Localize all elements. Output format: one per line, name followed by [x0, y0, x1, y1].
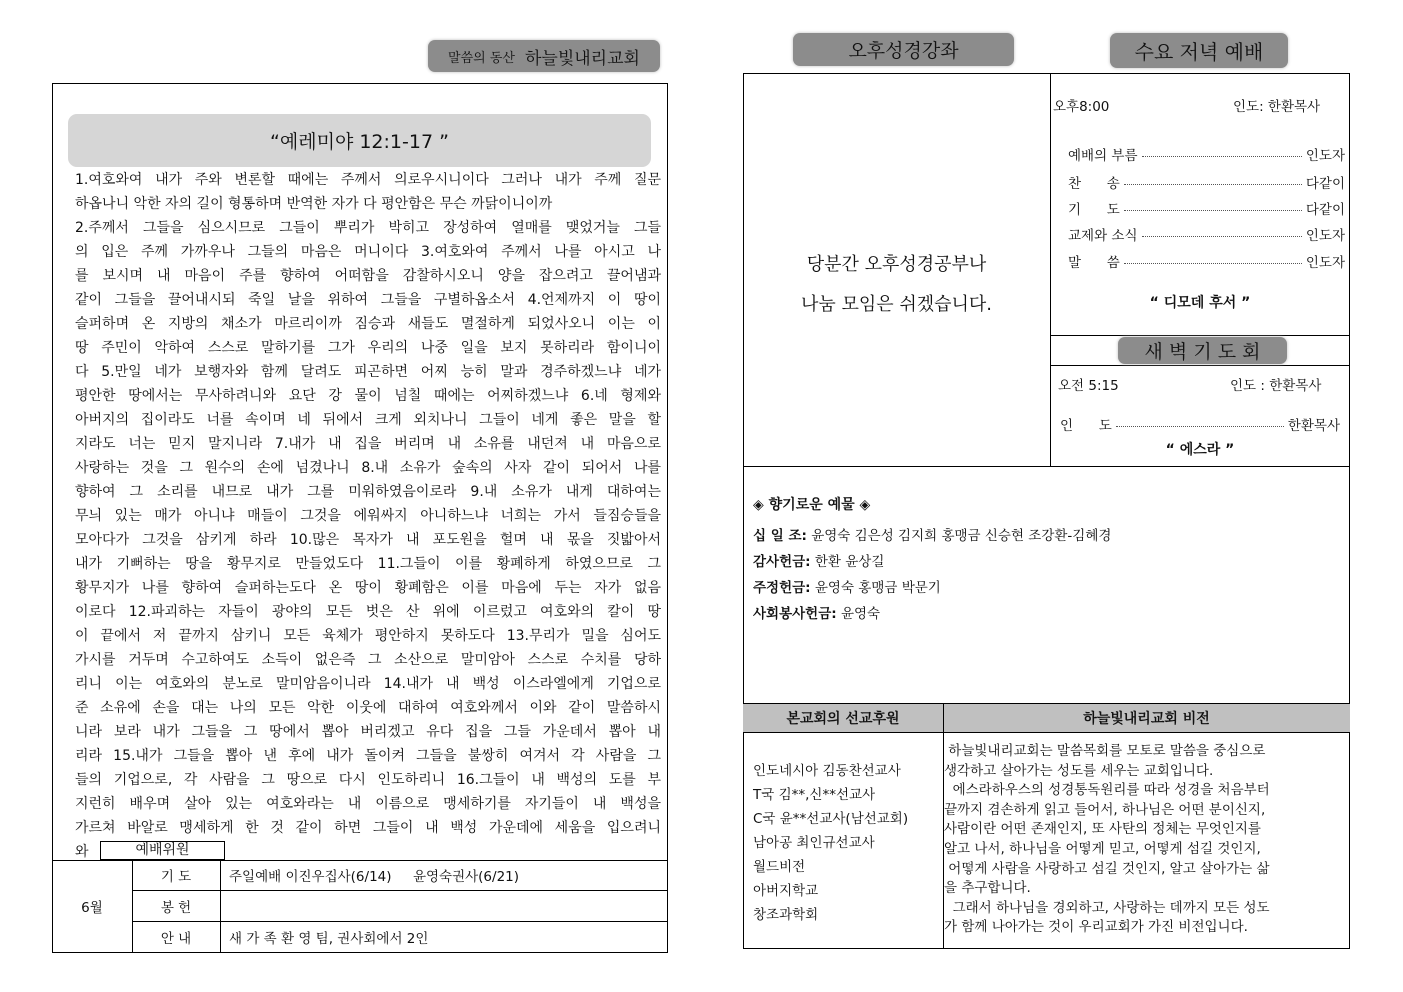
- scripture-line: 지라도 너는 믿지 말지니라 7.내가 내 집을 버리며 내 소유를 내던져 내 마음으로: [75, 436, 661, 452]
- offering-label: 주정헌금:: [753, 580, 811, 596]
- divider: [743, 466, 1350, 467]
- vision-line: 을 추구합니다.: [944, 880, 1031, 897]
- offering-label: 감사헌금:: [753, 554, 811, 570]
- offerings-title: ◈ 향기로운 예물 ◈: [753, 497, 871, 513]
- dot-leader: [1142, 156, 1302, 157]
- afternoon-notice-line2: 나눔 모임은 쉬겠습니다.: [800, 294, 993, 315]
- vision-line: 하늘빛내리교회는 말씀목회를 모토로 말씀을 중심으로: [944, 743, 1266, 759]
- scripture-line: 와: [75, 844, 89, 860]
- vision-line: 사람이란 어떤 존재인지, 또 사탄의 정체는 무엇인지를: [944, 821, 1261, 838]
- scripture-title: “예레미야 12:1-17 ”: [68, 114, 651, 167]
- order-row: [1060, 414, 1340, 434]
- wednesday-book: “ 디모데 후서 ”: [1149, 295, 1251, 311]
- staff-role: 안 내: [160, 930, 192, 947]
- mission-item: C국 윤**선교사(남선교회): [753, 811, 909, 827]
- scripture-line: 이로다 12.파괴하는 자들이 광야의 모든 벗은 산 위에 이르렀고 여호와의 칼이 땅: [75, 604, 661, 620]
- scripture-line: 의 입은 주께 가까우나 그들의 마음은 머니이다 3.여호와여 주께서 나를 아시고 나: [75, 244, 661, 260]
- vision-line: 어떻게 사람을 사랑하고 섬길 것인지, 알고 살아가는 삶: [944, 860, 1270, 877]
- mission-item: 남아공 최인규선교사: [753, 835, 875, 851]
- offering-row: [753, 576, 941, 596]
- offering-row: [753, 524, 1111, 544]
- scripture-line: 1.여호와여 내가 주와 변론할 때에는 주께서 의로우시니이다 그러나 내가 주께 질문: [75, 172, 661, 188]
- divider: [220, 860, 221, 952]
- scripture-line: 들의 기업으로, 각 사람을 그 땅으로 다시 인도하리니 16.그들이 내 백성의 도를 부: [75, 772, 661, 788]
- offering-names: 한환 윤상길: [810, 554, 885, 570]
- order-item: 교제와 소식: [1068, 228, 1138, 244]
- dawn-leader: 인도 : 한환목사: [1230, 378, 1322, 394]
- scripture-line: 무늬 있는 매가 아니냐 매들이 그것을 에워싸지 아니하느냐 너희는 가서 들짐승들을: [75, 508, 661, 524]
- scripture-line: 하옵나니 악한 자의 길이 형통하며 반역한 자가 다 평안함은 무슨 까닭이니이까: [75, 196, 553, 212]
- dawn-prayer-title: 새 벽 기 도 회: [1118, 337, 1287, 364]
- order-who: 다같이: [1305, 202, 1345, 218]
- vision-line: 알고 나서, 하나님을 어떻게 믿고, 어떻게 섬길 것인지,: [944, 841, 1261, 857]
- scripture-line: 내가 기뻐하는 땅을 황무지로 만들었도다 11.그들이 이를 황폐하게 하였으므로 그: [75, 556, 661, 572]
- order-item: 기 도: [1068, 202, 1120, 218]
- scripture-line: 니라 보라 내가 그들을 그 땅에서 뽑아 버리겠고 유다 집을 그들 가운데서 뽑아 내: [75, 724, 661, 740]
- scripture-line: 사랑하는 것을 그 원수의 손에 넘겼나니 8.내 소유가 숲속의 사자 같이 되어서 나를: [75, 460, 661, 476]
- scripture-line: 슬퍼하며 온 지방의 채소가 마르리이까 짐승과 새들도 멸절하게 되었사오니 이는 이: [75, 316, 661, 332]
- scripture-line: 이 끝에서 저 끝까지 삼키니 모든 육체가 평안하지 못하도다 13.무리가 밀을 심어도: [75, 628, 661, 644]
- afternoon-study-title: 오후성경강좌: [793, 33, 1014, 66]
- scripture-line: 준 소유에 손을 대는 나의 모든 악한 이웃에 대하여 여호와께서 이와 같이 말씀하시: [75, 700, 661, 716]
- scripture-line: 다 5.만일 네가 보행자와 함께 달려도 피곤하면 어찌 능히 말과 경주하겠느냐 네가: [75, 364, 661, 380]
- offering-label: 십 일 조:: [753, 528, 807, 544]
- order-who: 인도자: [1305, 148, 1345, 164]
- scripture-line: 를 보시며 내 마음이 주를 향하여 어떠함을 감찰하시오니 양을 잡으려고 끌어냄과: [75, 268, 661, 284]
- order-row: [1068, 224, 1345, 244]
- vision-line: 그래서 하나님을 경외하고, 사랑하는 데까지 모든 성도: [944, 899, 1270, 916]
- wednesday-leader: 인도: 한환목사: [1233, 99, 1321, 115]
- order-row: [1068, 144, 1345, 164]
- vision-line: 생각하고 살아가는 성도를 세우는 교회입니다.: [944, 762, 1214, 779]
- dot-leader: [1124, 210, 1302, 211]
- order-who: 다같이: [1305, 176, 1345, 192]
- church-header-badge: [428, 40, 660, 72]
- wednesday-time: 오후8:00: [1053, 99, 1110, 115]
- staff-role: 기 도: [160, 869, 192, 885]
- scripture-line: 향하여 그 소리를 내므로 내가 그를 미워하였음이로라 9.내 소유가 내게 대하여는: [75, 484, 661, 500]
- order-who: 인도자: [1305, 228, 1345, 244]
- order-who: 한환목사: [1287, 418, 1340, 434]
- offering-names: 윤영숙 홍맹금 박문기: [810, 580, 941, 596]
- staff-month: 6월: [81, 900, 103, 916]
- dot-leader: [1142, 236, 1302, 237]
- vision-header: 하늘빛내리교회 비전: [1083, 711, 1210, 727]
- church-name: 하늘빛내리교회: [524, 48, 640, 69]
- wednesday-service-title: 수요 저녁 예배: [1110, 33, 1288, 68]
- church-motto: 말씀의 동산: [448, 50, 515, 66]
- order-item: 말 씀: [1068, 255, 1120, 271]
- mission-item: 아버지학교: [753, 883, 819, 899]
- scripture-line: 황무지가 나를 향하여 슬퍼하는도다 온 땅이 황폐함은 이를 마음에 두는 자가 없음: [75, 580, 661, 596]
- vision-line: 끝까지 겸손하게 읽고 들어서, 하나님은 어떤 분이신지,: [944, 801, 1266, 818]
- scripture-line: 가시를 거두며 수고하여도 소득이 없은즉 그 소산으로 말미암아 스스로 수치를 당하: [75, 652, 661, 668]
- missions-header: 본교회의 선교후원: [786, 711, 900, 727]
- dot-leader: [1124, 263, 1302, 264]
- scripture-line: 모아다가 그것을 삼키게 하라 10.많은 목자가 내 포도원을 헐며 내 몫을 짓밟아서: [75, 532, 661, 548]
- divider: [1050, 335, 1350, 336]
- scripture-line: 리니 이는 여호와의 분노로 말미암음이니라 14.내가 내 백성 이스라엘에게 기업으로: [75, 676, 661, 692]
- scripture-line: 가르쳐 바알로 맹세하게 한 것 같이 하면 그들이 내 백성 가운데에 세움을 입으려니: [75, 820, 661, 836]
- order-row: [1068, 172, 1345, 192]
- mission-item: 인도네시아 김동찬선교사: [753, 763, 901, 779]
- scripture-line: 2.주께서 그들을 심으시므로 그들이 뿌리가 박히고 장성하여 열매를 맺었거늘 그들: [75, 220, 661, 236]
- offering-names: 윤영숙 김은성 김지희 홍맹금 신승현 조강환-김혜경: [806, 528, 1112, 544]
- order-item: 예배의 부름: [1068, 148, 1138, 164]
- dawn-book: “ 에스라 ”: [1165, 442, 1235, 458]
- dot-leader: [1124, 184, 1302, 185]
- order-item: 찬 송: [1068, 176, 1120, 192]
- dot-leader: [1116, 426, 1284, 427]
- offering-label: 사회봉사헌금:: [753, 606, 837, 622]
- mission-item: T국 김**,신**선교사: [753, 787, 876, 803]
- offering-row: [753, 602, 880, 622]
- vision-line: 가 함께 나아가는 것이 우리교회가 가진 비전입니다.: [944, 919, 1248, 936]
- staff-value: 주일예배 이진우집사(6/14) 윤영숙권사(6/21): [229, 869, 520, 885]
- offering-row: [753, 550, 884, 570]
- dawn-time: 오전 5:15: [1058, 378, 1119, 394]
- order-row: [1068, 251, 1345, 271]
- scripture-line: 아버지의 집이라도 너를 속이며 네 뒤에서 크게 외치나니 그들이 네게 좋은 말을 할: [75, 412, 661, 428]
- afternoon-notice-line1: 당분간 오후성경공부나: [806, 254, 987, 275]
- worship-staff-label: 예배위원: [100, 841, 225, 860]
- staff-value: 새 가 족 환 영 팀, 권사회에서 2인: [229, 930, 429, 947]
- scripture-line: 같이 그들을 끌어내시되 죽일 날을 위하여 그들을 구별하옵소서 4.언제까지 이 땅이: [75, 292, 661, 308]
- scripture-line: 리라 15.내가 그들을 뽑아 낸 후에 내가 돌이켜 그들을 불쌍히 여겨서 각 사람을 그: [75, 748, 662, 764]
- order-who: 인도자: [1305, 255, 1345, 271]
- divider: [1050, 365, 1350, 366]
- mission-item: 월드비전: [753, 859, 806, 875]
- order-item: 인 도: [1060, 418, 1112, 434]
- order-row: [1068, 198, 1345, 218]
- scripture-line: 지런히 배우며 살아 있는 여호와라는 내 이름으로 맹세하기를 자기들이 내 백성을: [75, 796, 661, 812]
- staff-role: 봉 헌: [160, 899, 192, 916]
- scripture-line: 땅 주민이 악하여 스스로 말하기를 그가 우리의 나중 일을 보지 못하리라 함이니이: [75, 340, 661, 356]
- offering-names: 윤영숙: [836, 606, 881, 622]
- divider: [1050, 73, 1051, 467]
- mission-item: 창조과학회: [753, 907, 819, 923]
- vision-line: 에스라하우스의 성경통독원리를 따라 성경을 처음부터: [944, 782, 1270, 799]
- scripture-line: 평안한 땅에서는 무사하려니와 요단 강 물이 넘칠 때에는 어찌하겠느냐 6.네 형제와: [75, 388, 661, 404]
